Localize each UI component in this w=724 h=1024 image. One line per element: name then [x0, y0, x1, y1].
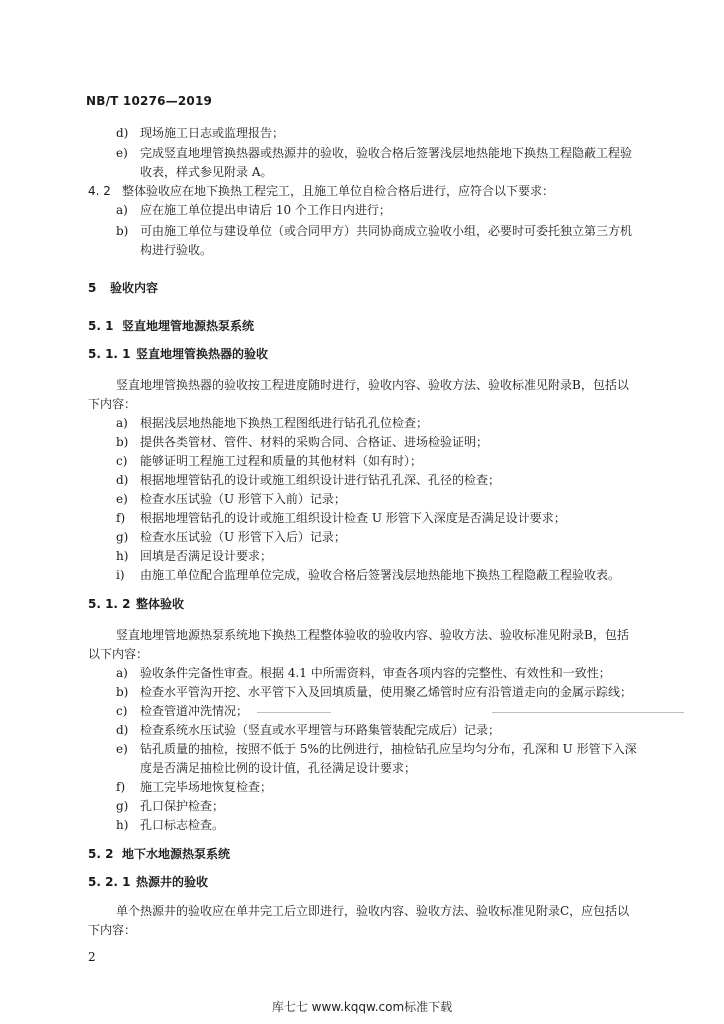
list-item-text: 检查水压试验（U 形管下入前）记录；: [140, 492, 346, 506]
subsection-title: 热源井的验收: [136, 875, 209, 889]
subsection-title: 整体验收: [136, 597, 185, 611]
paragraph-text: 竖直地埋管换热器的验收按工程进度随时进行，验收内容、验收方法、验收标准见附录B，包括以: [116, 378, 629, 392]
list-item-text: 根据浅层地热能地下换热工程图纸进行钻孔孔位检查；: [140, 416, 429, 430]
paragraph-text: 下内容：: [88, 923, 137, 937]
paragraph-text: 以下内容：: [88, 647, 149, 661]
paragraph-text: 单个热源井的验收应在单井完工后立即进行，验收内容、验收方法、验收标准见附录C，应包括以: [116, 904, 630, 918]
list-item-text: 验收条件完备性审查。根据 4.1 中所需资料，审查各项内容的完整性、有效性和一致性；: [140, 666, 611, 680]
list-item-text: 根据地埋管钻孔的设计或施工组织设计检查 U 形管下入深度是否满足设计要求；: [140, 511, 566, 525]
list-item-text: 收表，样式参见附录 A。: [140, 165, 273, 179]
list-label: e): [116, 146, 128, 160]
list-item-text: 检查水压试验（U 形管下入后）记录；: [140, 530, 346, 544]
scan-artifact-line: [257, 712, 331, 713]
list-item-text: 检查水平管沟开挖、水平管下入及回填质量，使用聚乙烯管时应有沿管道走向的金属示踪线；: [140, 685, 633, 699]
list-item-text: 钻孔质量的抽检，按照不低于 5%的比例进行，抽检钻孔应呈均匀分布，孔深和 U 形管下入深: [140, 742, 637, 756]
list-item-text: 应在施工单位提出申请后 10 个工作日内进行；: [140, 203, 391, 217]
subsection-title: 竖直地埋管换热器的验收: [136, 347, 269, 361]
list-item-text: 由施工单位配合监理单位完成，验收合格后签署浅层地热能地下换热工程隐蔽工程验收表。: [140, 568, 621, 582]
subsection-number: 5. 2: [88, 847, 114, 861]
section-number: 5: [88, 281, 97, 295]
list-label: h): [116, 818, 129, 832]
clause-number: 4. 2: [88, 184, 111, 198]
subsection-number: 5. 1. 2: [88, 597, 131, 611]
list-item-text: 构进行验收。: [140, 243, 213, 257]
list-label: i): [116, 568, 125, 582]
list-item-text: 检查系统水压试验（竖直或水平埋管与环路集管装配完成后）记录；: [140, 723, 501, 737]
list-label: g): [116, 530, 129, 544]
list-item-text: 能够证明工程施工过程和质量的其他材料（如有时）；: [140, 454, 423, 468]
list-label: c): [116, 704, 128, 718]
paragraph-text: 竖直地埋管地源热泵系统地下换热工程整体验收的验收内容、验收方法、验收标准见附录B，包括: [116, 628, 629, 642]
list-item-text: 现场施工日志或监理报告；: [140, 126, 285, 140]
subsection-title: 地下水地源热泵系统: [122, 847, 231, 861]
list-label: a): [116, 666, 128, 680]
section-title: 验收内容: [110, 281, 159, 295]
list-label: a): [116, 203, 128, 217]
list-label: b): [116, 224, 129, 238]
list-item-text: 施工完毕场地恢复检查；: [140, 780, 273, 794]
list-label: b): [116, 435, 129, 449]
list-label: d): [116, 473, 129, 487]
subsection-number: 5. 1. 1: [88, 347, 131, 361]
list-item-text: 可由施工单位与建设单位（或合同甲方）共同协商成立验收小组，必要时可委托独立第三方机: [140, 224, 633, 238]
clause-text: 整体验收应在地下换热工程完工，且施工单位自检合格后进行，应符合以下要求：: [122, 184, 555, 198]
list-label: f): [116, 780, 126, 794]
list-label: f): [116, 511, 126, 525]
subsection-number: 5. 2. 1: [88, 875, 131, 889]
list-item-text: 提供各类管材、管件、材料的采购合同、合格证、进场检验证明；: [140, 435, 489, 449]
subsection-title: 竖直地埋管地源热泵系统: [122, 319, 255, 333]
page-number: 2: [88, 950, 96, 964]
list-item-text: 度是否满足抽检比例的设计值，孔径满足设计要求；: [140, 761, 417, 775]
paragraph-text: 下内容：: [88, 397, 137, 411]
list-label: a): [116, 416, 128, 430]
list-item-text: 孔口保护检查；: [140, 799, 225, 813]
scan-artifact-line: [492, 712, 684, 713]
footer-watermark: 库七七 www.kqqw.com标准下载: [271, 1000, 453, 1014]
subsection-number: 5. 1: [88, 319, 114, 333]
list-item-text: 完成竖直地埋管换热器或热源井的验收，验收合格后签署浅层地热能地下换热工程隐蔽工程验: [140, 146, 633, 160]
list-label: h): [116, 549, 129, 563]
list-label: d): [116, 723, 129, 737]
list-item-text: 回填是否满足设计要求；: [140, 549, 273, 563]
list-item-text: 根据地埋管钻孔的设计或施工组织设计进行钻孔孔深、孔径的检查；: [140, 473, 501, 487]
list-item-text: 孔口标志检查。: [140, 818, 225, 832]
list-item-text: 检查管道冲洗情况；: [140, 704, 249, 718]
list-label: d): [116, 126, 129, 140]
list-label: g): [116, 799, 129, 813]
list-label: b): [116, 685, 129, 699]
list-label: c): [116, 454, 128, 468]
list-label: e): [116, 742, 128, 756]
list-label: e): [116, 492, 128, 506]
standard-number: NB/T 10276—2019: [86, 94, 213, 108]
